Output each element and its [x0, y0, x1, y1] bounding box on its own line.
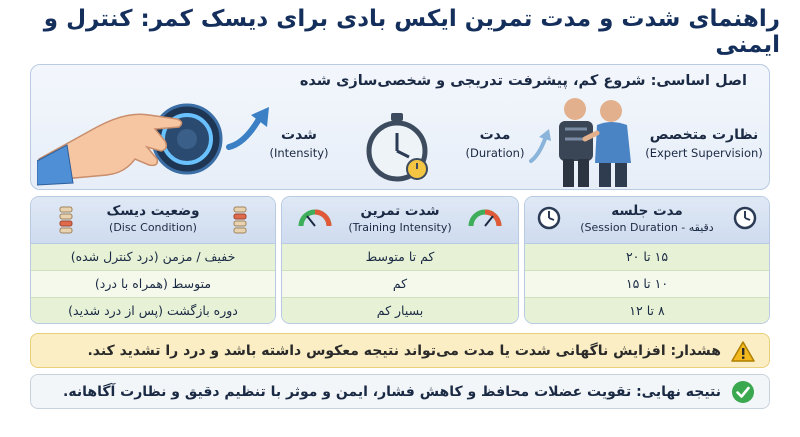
session-duration-column — [524, 196, 770, 324]
gauge-icon — [468, 206, 502, 228]
column-title: شدت تمرین — [360, 203, 440, 219]
training-intensity-column — [281, 196, 519, 324]
principle-panel — [30, 64, 770, 190]
spine-icon — [229, 206, 251, 234]
concept-intensity: شدت (Intensity) — [269, 127, 329, 160]
table-cell: متوسط (همراه با درد) — [31, 271, 275, 298]
warning-banner — [30, 333, 770, 368]
table-cell: دوره بازگشت (پس از درد شدید) — [31, 298, 275, 324]
column-title: وضعیت دیسک — [106, 203, 200, 219]
warning-icon — [731, 340, 755, 362]
table-cell: کم — [282, 271, 518, 298]
trainer-icon — [545, 93, 641, 189]
clock-icon — [733, 206, 757, 230]
table-cell: کم تا متوسط — [282, 244, 518, 271]
table-cell: ۱۵ تا ۲۰ — [525, 244, 769, 271]
column-header — [31, 197, 275, 244]
hand-dial-icon — [37, 89, 237, 187]
principle-text: اصل اساسی: شروع کم، پیشرفت تدریجی و شخصی‌سازی شده — [299, 73, 747, 89]
column-header — [525, 197, 769, 244]
table-cell: خفیف / مزمن (درد کنترل شده) — [31, 244, 275, 271]
column-title: مدت جلسه — [611, 203, 683, 219]
conclusion-text: نتیجه نهایی: تقویت عضلات محافظ و کاهش فشار، ایمن و موثر با تنظیم دقیق و نظارت آگاهانه. — [63, 383, 721, 400]
table-cell: ۸ تا ۱۲ — [525, 298, 769, 324]
table-cell: بسیار کم — [282, 298, 518, 324]
gauge-icon — [298, 206, 332, 228]
concept-duration: مدت (Duration) — [465, 127, 525, 160]
clock-icon — [537, 206, 561, 230]
disc-condition-column — [30, 196, 276, 324]
table-cell: ۱۰ تا ۱۵ — [525, 271, 769, 298]
column-subtitle: (Training Intensity) — [348, 221, 452, 234]
column-subtitle: (Disc Condition) — [109, 221, 197, 234]
column-subtitle: (Session Duration - دقیقه — [580, 221, 714, 234]
conclusion-banner — [30, 374, 770, 409]
check-icon — [731, 380, 755, 404]
page-title: راهنمای شدت و مدت تمرین ایکس بادی برای دیسک کمر: کنترل و ایمنی — [43, 6, 780, 58]
stopwatch-icon — [363, 111, 433, 183]
concept-supervision: نظارت متخصص (Expert Supervision) — [645, 127, 763, 160]
column-header — [282, 197, 518, 244]
warning-text: هشدار: افزایش ناگهانی شدت یا مدت می‌تواند نتیجه معکوس داشته باشد و درد را تشدید کند. — [87, 342, 721, 359]
spine-icon — [55, 206, 77, 234]
